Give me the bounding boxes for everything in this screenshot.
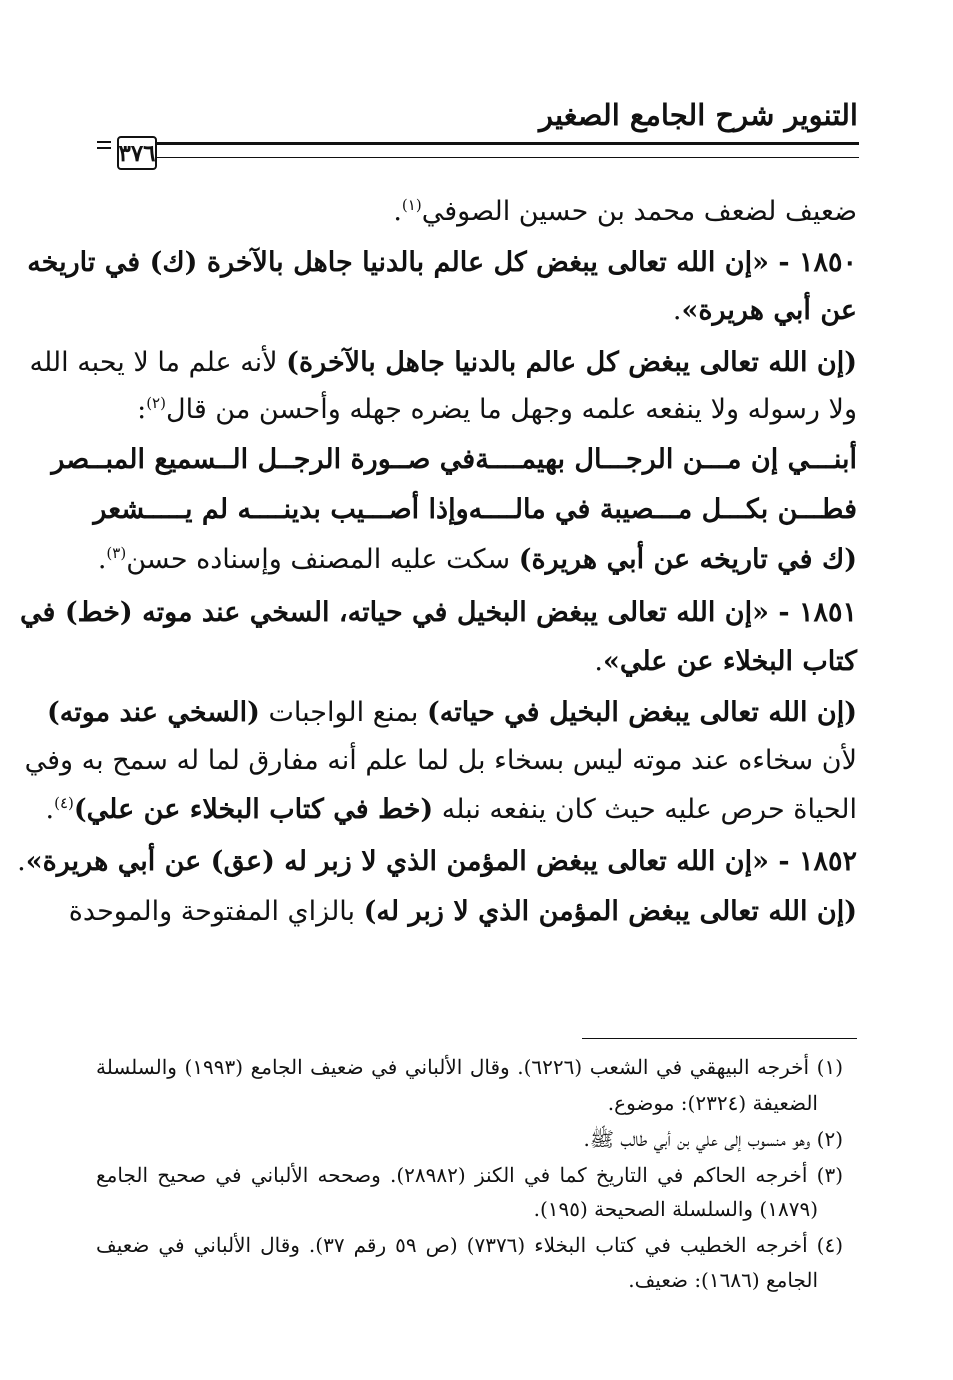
text: . (45, 794, 55, 825)
text-line (96, 192, 857, 232)
hadith-text: «إن الله تعالى يبغض البخيل في حياته، السخي عند موته (خط) في (20, 597, 769, 628)
footnote-ref: (٢) (146, 394, 166, 412)
footnote-3-cont: (١٨٧٩) والسلسلة الصحيحة (١٩٥). (533, 1197, 818, 1221)
text: . (672, 295, 682, 326)
hadith-1850-line1 (27, 243, 857, 283)
page-title: التنوير شرح الجامع الصغير (539, 98, 858, 132)
text-line (96, 390, 857, 430)
quote-bold: (خط في كتاب البخلاء عن علي) (73, 794, 434, 825)
text: ولا رسوله ولا ينفعه علمه وجهل ما يضره جهله وأحسن من قال (165, 394, 857, 425)
quote-bold: (ك في تاريخه عن أبي هريرة) (518, 544, 857, 575)
hadith-text: «إن الله تعالى يبغض كل عالم بالدنيا جاهل بالآخرة (ك) في تاريخه (27, 247, 769, 278)
footnote-separator (582, 1038, 857, 1039)
text-line (24, 741, 857, 781)
text: . (393, 196, 402, 227)
poem-hemistich: أبنـــي إن مـــن الرجـــال بهيمــــة (475, 444, 857, 475)
footnote-4: (٤) أخرجه الخطيب في كتاب البخلاء (٧٣٧٦) (ص ٥٩ رقم ٣٧). وقال الألباني في ضعيف (96, 1233, 844, 1257)
text: لأن سخاءه عند موته ليس بسخاء بل لما علم أنه مفارق لما له سمح به وفي (24, 745, 857, 776)
text: لأنه علم ما لا يحبه الله (29, 347, 287, 378)
quote-bold: (إن الله تعالى يبغض البخيل في حياته) (426, 697, 857, 728)
footnote-ref: (٤) (54, 794, 74, 812)
text: بالزاي المفتوحة والموحدة (68, 896, 364, 927)
page-number-ornament (97, 141, 111, 153)
text: ضعيف لضعف محمد بن حسين الصوفي (421, 196, 857, 227)
hadith-text: كتاب البخلاء عن علي» (602, 646, 857, 677)
hadith-1852-line (17, 842, 857, 882)
text: بمنع الواجبات (259, 697, 427, 728)
page-number: ٣٧٦ (117, 136, 157, 170)
poem-hemistich: وإذا أصـــيب بدينــــه لم يـــــشعر (93, 494, 469, 525)
hadith-number: ١٨٥٢ - (768, 846, 857, 877)
footnote-3: (٣) أخرجه الحاكم في التاريخ كما في الكنز (٢٨٩٨٢). وصححه الألباني في صحيح الجامع (96, 1163, 844, 1187)
hadith-text: «إن الله تعالى يبغض المؤمن الذي لا زبر له (عق) عن أبي هريرة» (25, 846, 769, 877)
footnote-2: (٢) وهو منسوب إلى علي بن أبي طالب ﷺ. (583, 1127, 843, 1151)
footnote-ref: (١) (401, 196, 422, 214)
footnote-1-cont: الضعيفة (٢٣٢٤): موضوع. (607, 1091, 818, 1115)
hadith-1851-line2 (96, 642, 857, 682)
poem-verse-1 (51, 440, 857, 480)
text-line (96, 540, 857, 580)
hadith-1851-line1 (20, 593, 857, 633)
poem-hemistich: في صــورة الرجــل الــسميع المبــصر (51, 444, 476, 475)
text: . (97, 544, 107, 575)
poem-verse-2 (93, 490, 857, 530)
footnote-ref: (٣) (106, 544, 127, 562)
footnote-1: (١) أخرجه البيهقي في الشعب (٦٢٢٦). وقال الألباني في ضعيف الجامع (١٩٩٣) والسلسلة (96, 1055, 844, 1079)
header-rule-thick (152, 142, 859, 145)
text: : (137, 394, 147, 425)
quote-bold: (إن الله تعالى يبغض المؤمن الذي لا زبر له) (363, 896, 857, 927)
hadith-1850-line2 (96, 291, 857, 331)
hadith-number: ١٨٥١ - (768, 597, 857, 628)
text-line (45, 790, 857, 830)
text-line (29, 343, 857, 383)
quote-bold: (السخي عند موته) (46, 697, 260, 728)
text: الحياة حرص عليه حيث كان ينفعه نبله (433, 794, 857, 825)
text: سكت عليه المصنف وإسناده حسن (126, 544, 519, 575)
footnote-4-cont: الجامع (١٦٨٦): ضعيف. (628, 1268, 818, 1292)
hadith-number: ١٨٥٠ - (768, 247, 857, 278)
hadith-text: عن أبي هريرة» (681, 295, 857, 326)
text: . (594, 646, 603, 677)
text: . (17, 846, 26, 877)
header-rule-thin (152, 157, 859, 158)
text-line (46, 693, 857, 733)
text-line (68, 892, 857, 932)
poem-hemistich: فطـــن بكـــل مـــصيبة في مالــــه (468, 494, 857, 525)
quote-bold: (إن الله تعالى يبغض كل عالم بالدنيا جاهل بالآخرة) (286, 347, 857, 378)
